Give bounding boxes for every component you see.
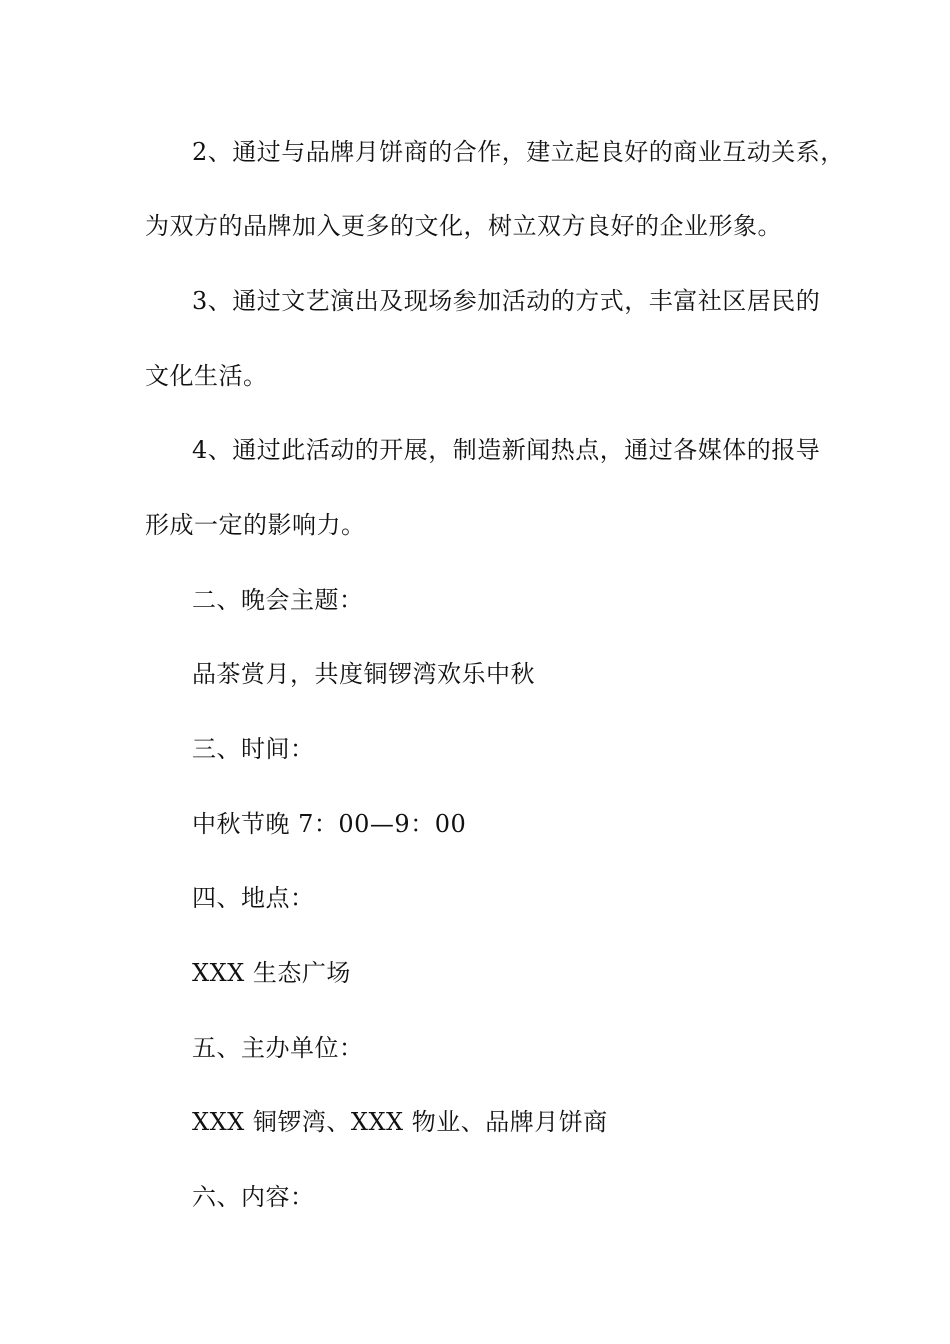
paragraph-4-line-2: 形成一定的影响力。 [145, 511, 366, 539]
section-theme-body: 品茶赏月，共度铜锣湾欢乐中秋 [192, 660, 535, 688]
section-location-heading: 四、地点： [192, 884, 315, 912]
paragraph-2-line-1: 2、通过与品牌月饼商的合作，建立起良好的商业互动关系， [192, 138, 845, 166]
paragraph-3-line-2: 文化生活。 [145, 362, 268, 390]
paragraph-4-line-1: 4、通过此活动的开展，制造新闻热点，通过各媒体的报导 [192, 436, 821, 464]
section-time-heading: 三、时间： [192, 735, 315, 763]
section-organizer-body: XXX 铜锣湾、XXX 物业、品牌月饼商 [192, 1108, 608, 1136]
section-location-body: XXX 生态广场 [192, 959, 351, 987]
paragraph-2-line-2: 为双方的品牌加入更多的文化，树立双方良好的企业形象。 [145, 212, 782, 240]
paragraph-3-line-1: 3、通过文艺演出及现场参加活动的方式，丰富社区居民的 [192, 287, 821, 315]
section-organizer-heading: 五、主办单位： [192, 1034, 364, 1062]
section-theme-heading: 二、晚会主题： [192, 586, 364, 614]
section-time-body: 中秋节晚 7：00—9：00 [192, 810, 467, 838]
section-content-heading: 六、内容： [192, 1183, 315, 1211]
